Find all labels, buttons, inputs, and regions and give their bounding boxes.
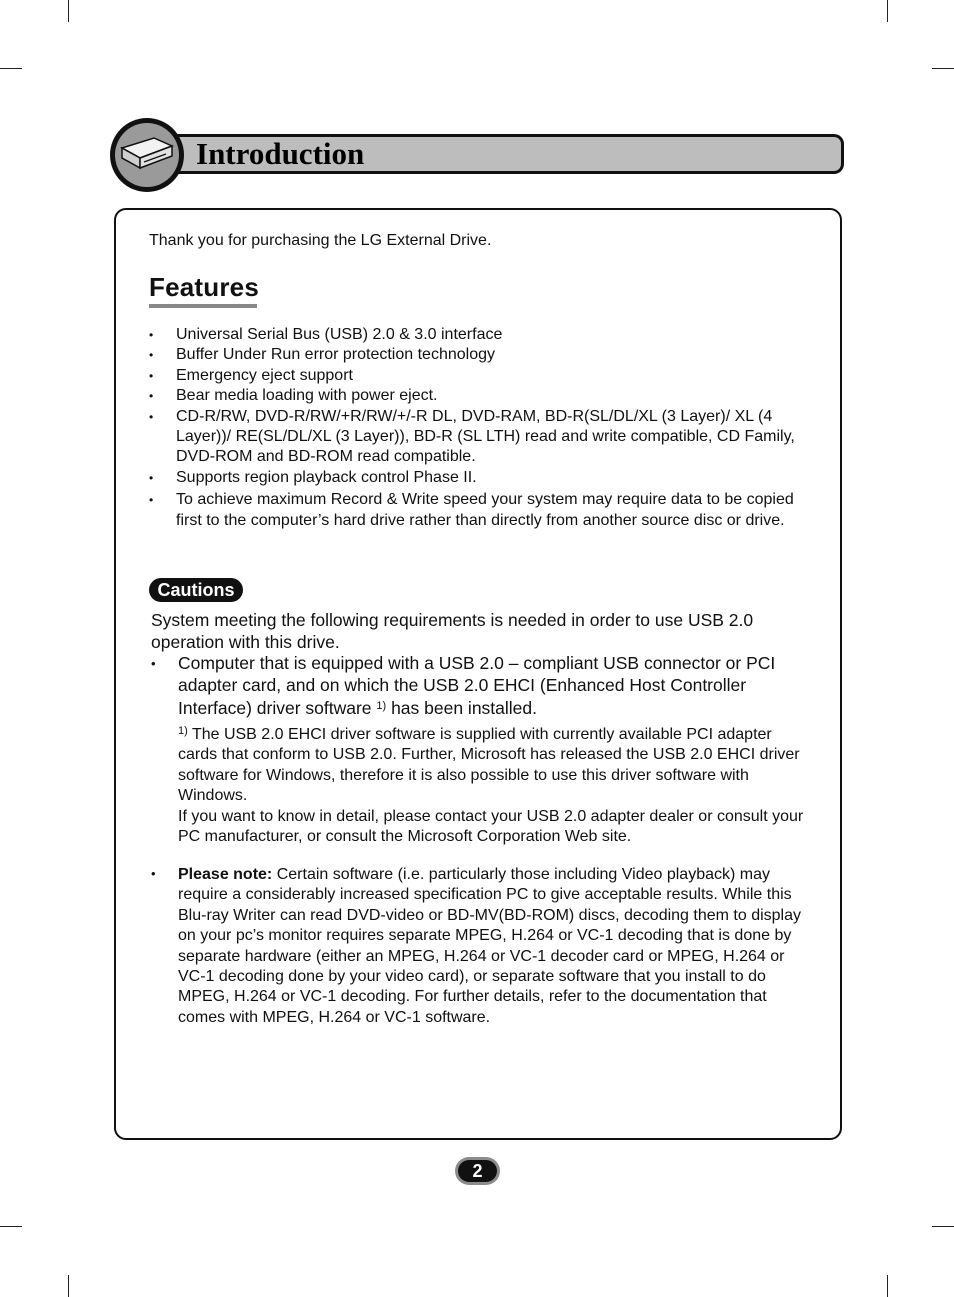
note-text: Certain software (i.e. particularly those including Video playback) may require a considerably increased specification PC to give acceptable results. While this Blu-ray Writer can read DVD-video or BD-MV(BD-ROM) discs, decoding them to display on your pc’s monitor requires separate MPEG, H.264 or VC-1 decoding that is done by separate hardware (either an MPEG, H.264 or VC-1 decoder card or MPEG, H.264 or VC-1 decoding done by your video card), or separate software that you install to do MPEG, H.264 or VC-1 decoding. For further details, refer to the documentation that comes with MPEG, H.264 or VC-1 software.	[178, 866, 802, 1026]
footnote-contact-text: If you want to know in detail, please contact your USB 2.0 adapter dealer or consult your PC manufacturer, or consult the Microsoft Corporation Web site.	[178, 807, 804, 846]
cautions-intro: System meeting the following requirements is needed in order to use USB 2.0 operation with this drive.	[151, 610, 754, 652]
footnote	[178, 721, 814, 847]
list-item: • Emergency eject support	[149, 366, 809, 386]
crop-mark	[887, 1275, 888, 1297]
list-item: • To achieve maximum Record & Write speed your system may require data to be copied first to the computer’s hard drive rather than directly from another source disc or drive.	[149, 490, 809, 531]
features-heading: Features	[149, 272, 259, 302]
bullet-icon: •	[151, 866, 156, 881]
crop-mark	[932, 68, 954, 69]
crop-mark	[68, 0, 69, 22]
crop-mark	[68, 1275, 69, 1297]
list-item: • Buffer Under Run error protection technology	[149, 345, 809, 365]
features-list	[149, 325, 809, 531]
list-item: • Supports region playback control Phase II.	[149, 468, 809, 488]
caution-requirement-tail: has been installed.	[386, 698, 538, 718]
footnote-marker: 1)	[178, 725, 188, 737]
section-banner	[110, 118, 846, 192]
intro-text: Thank you for purchasing the LG External Drive.	[149, 232, 492, 249]
page-title: Introduction	[196, 136, 365, 171]
list-item: • Bear media loading with power eject.	[149, 386, 809, 406]
please-note-item	[151, 865, 815, 1028]
list-item: • Universal Serial Bus (USB) 2.0 & 3.0 interface	[149, 325, 809, 345]
features-underline	[149, 304, 257, 308]
crop-mark	[932, 1226, 954, 1227]
crop-mark	[887, 0, 888, 22]
caution-requirement-text: Computer that is equipped with a USB 2.0 – compliant USB connector or PCI adapter card, and on which the USB 2.0 EHCI (Enhanced Host Controller Interface) driver software	[178, 653, 776, 718]
crop-mark	[0, 68, 22, 69]
banner-emblem	[110, 118, 184, 192]
crop-mark	[0, 1226, 22, 1227]
note-label: Please note:	[178, 866, 273, 883]
bullet-icon: •	[151, 656, 156, 671]
footnote-ref: 1)	[376, 700, 387, 712]
caution-requirement-item	[151, 653, 801, 720]
optical-drive-icon	[118, 134, 176, 174]
list-item: • CD-R/RW, DVD-R/RW/+R/RW/+/-R DL, DVD-RAM, BD-R(SL/DL/XL (3 Layer)/ XL (4 Layer))/ RE(SL/DL/XL (3 Layer)), BD-R (SL LTH) read and write compatible, CD Family, DVD-ROM and BD-ROM read compatible.	[149, 407, 809, 468]
page-number: 2	[458, 1160, 497, 1182]
footnote-text: The USB 2.0 EHCI driver software is supplied with currently available PCI adapter cards that conform to USB 2.0. Further, Microsoft has released the USB 2.0 EHCI driver software for Windows, therefore it is also possible to use this driver software with Windows.	[178, 726, 800, 805]
page-number-badge	[455, 1157, 500, 1185]
cautions-badge: Cautions	[149, 578, 243, 602]
